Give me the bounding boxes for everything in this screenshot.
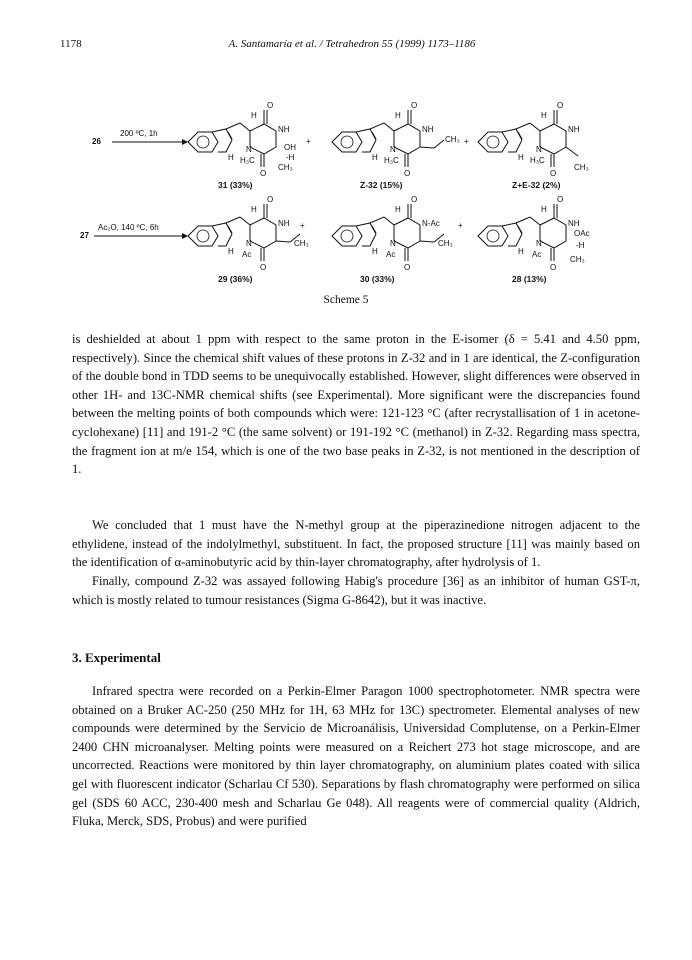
- svg-text:Ac: Ac: [386, 250, 396, 259]
- label-ze32: Z+E-32 (2%): [512, 180, 561, 190]
- svg-text:H: H: [228, 247, 234, 256]
- running-header: [60, 38, 644, 56]
- svg-text:+: +: [458, 221, 463, 230]
- label-31: 31 (33%): [218, 180, 253, 190]
- svg-text:O: O: [260, 263, 267, 272]
- svg-text:N-Ac: N-Ac: [422, 219, 440, 228]
- svg-text:CH₃: CH₃: [445, 135, 460, 144]
- svg-text:OH: OH: [284, 143, 296, 152]
- svg-text:H: H: [251, 111, 257, 120]
- svg-text:-H: -H: [576, 241, 585, 250]
- svg-text:N: N: [246, 145, 252, 154]
- svg-text:H: H: [372, 247, 378, 256]
- svg-text:+: +: [306, 137, 311, 146]
- scheme-caption: Scheme 5: [323, 294, 369, 306]
- page-number: 1178: [60, 38, 82, 50]
- svg-text:+: +: [300, 221, 305, 230]
- svg-text:N: N: [536, 145, 542, 154]
- svg-text:H: H: [518, 247, 524, 256]
- svg-text:CH₃: CH₃: [570, 255, 585, 264]
- svg-text:Ac: Ac: [532, 250, 542, 259]
- svg-text:H: H: [541, 111, 547, 120]
- arrow-head-2: [182, 233, 188, 239]
- svg-text:H: H: [541, 205, 547, 214]
- paragraph-4: [72, 682, 640, 831]
- paragraph-2: [72, 516, 640, 572]
- svg-text:H: H: [251, 205, 257, 214]
- section-heading: 3. Experimental: [72, 650, 161, 665]
- svg-text:O: O: [267, 101, 274, 110]
- svg-text:CH₃: CH₃: [574, 163, 589, 172]
- svg-text:H: H: [372, 153, 378, 162]
- svg-text:H₃C: H₃C: [240, 156, 255, 165]
- product-28-structure: [478, 195, 590, 272]
- scheme-drawing: [70, 88, 630, 308]
- svg-text:H: H: [518, 153, 524, 162]
- svg-text:OAc: OAc: [574, 229, 590, 238]
- svg-text:O: O: [404, 263, 411, 272]
- svg-text:NH: NH: [278, 219, 290, 228]
- svg-text:O: O: [550, 263, 557, 272]
- svg-text:H: H: [395, 111, 401, 120]
- product-29-structure: [188, 195, 309, 272]
- reaction-scheme: [70, 88, 630, 308]
- svg-text:O: O: [267, 195, 274, 204]
- svg-text:H₃C: H₃C: [384, 156, 399, 165]
- journal-citation: A. Santamaría et al. / Tetrahedron 55 (1999) 1173–1186: [228, 38, 476, 50]
- conditions-2: Ac₂O, 140 ºC, 6h: [98, 223, 159, 232]
- svg-text:CH₃: CH₃: [294, 239, 309, 248]
- paragraph-3: [72, 572, 640, 609]
- svg-text:O: O: [557, 101, 564, 110]
- paragraph-3-text: Finally, compound Z-32 was assayed following Habig's procedure [36] as an inhibitor of human GST-π, which is mostly related to tumour resistances (Sigma G-8642), but it was inactive.: [72, 574, 640, 607]
- svg-text:NH: NH: [568, 219, 580, 228]
- label-30: 30 (33%): [360, 274, 395, 284]
- svg-text:N: N: [390, 145, 396, 154]
- svg-text:O: O: [557, 195, 564, 204]
- paragraph-4-text: Infrared spectra were recorded on a Perkin-Elmer Paragon 1000 spectrophotometer. NMR spectra were obtained on a Bruker AC-250 (250 MHz for 1H, 63 MHz for 13C) spectrometer. Elemental analyses of new compounds were determined by the Servicio de Microanálisis, Universidad Complutense, on a Perkin-Elmer 2400 CHN microanalyser. Melting points were measured on a Reichert 273 hot stage microscope, and are uncorrected. Reactions were monitored by thin layer chromatography, on aluminium plates coated with silica gel with fluorescent indicator (Scharlau Cf 530). Separations by flash chromatography were performed on silica gel (SDS 60 ACC, 230-400 mesh and Scharlau Ge 048). All reagents were of commercial quality (Aldrich, Fluka, Merck, SDS, Probus) and were purified: [72, 684, 640, 829]
- svg-text:H: H: [228, 153, 234, 162]
- product-z32-structure: [332, 101, 469, 178]
- product-ze32-structure: [478, 101, 589, 178]
- svg-text:CH₃: CH₃: [278, 163, 293, 172]
- product-30-structure: [332, 195, 463, 272]
- svg-text:H₃C: H₃C: [530, 156, 545, 165]
- svg-text:N: N: [390, 239, 396, 248]
- label-29: 29 (36%): [218, 274, 253, 284]
- svg-text:O: O: [550, 169, 557, 178]
- svg-text:O: O: [260, 169, 267, 178]
- reactant-26: 26: [92, 137, 101, 146]
- svg-text:H: H: [395, 205, 401, 214]
- label-z32: Z-32 (15%): [360, 180, 403, 190]
- svg-text:N: N: [246, 239, 252, 248]
- svg-text:NH: NH: [278, 125, 290, 134]
- svg-text:O: O: [411, 101, 418, 110]
- paragraph-1: [72, 330, 640, 479]
- conditions-1: 200 ºC, 1h: [120, 129, 158, 138]
- arrow-head-1: [182, 139, 188, 145]
- svg-text:Ac: Ac: [242, 250, 252, 259]
- svg-text:+: +: [464, 137, 469, 146]
- svg-text:N: N: [536, 239, 542, 248]
- svg-text:O: O: [404, 169, 411, 178]
- product-31-structure: [188, 101, 311, 178]
- reactant-27: 27: [80, 231, 89, 240]
- svg-text:CH₃: CH₃: [438, 239, 453, 248]
- svg-text:NH: NH: [422, 125, 434, 134]
- svg-text:NH: NH: [568, 125, 580, 134]
- label-28: 28 (13%): [512, 274, 547, 284]
- paragraph-2-text: We concluded that 1 must have the N-methyl group at the piperazinedione nitrogen adjacent to the ethylidene, instead of the indolylmethyl, substituent. In fact, the proposed structure [11] was mainly based on the identification of α-aminobutyric acid by thin-layer chromatography, after hydrolysis of 1.: [72, 518, 640, 570]
- svg-text:-H: -H: [286, 153, 295, 162]
- svg-text:O: O: [411, 195, 418, 204]
- paragraph-1-text: is deshielded at about 1 ppm with respect to the same proton in the E-isomer (δ = 5.41 and 4.50 ppm, respectively). Since the chemical shift values of these protons in Z-32 and in 1 are identical, the Z-configuration of the double bond in TDD seems to be unequivocally established. However, slight differences were observed in other 1H- and 13C-NMR chemical shifts (see Experimental). More significant were the discrepancies found between the melting points of both compounds which were: 121-123 °C (after recrystallisation of 1 in acetone-cyclohexane) [11] and 191-2 °C (the same solvent) or 191-192 °C (methanol) in Z-32. Regarding mass spectra, the fragment ion at m/e 154, which is one of the two base peaks in Z-32, is not mentioned in the description of 1.: [72, 332, 640, 477]
